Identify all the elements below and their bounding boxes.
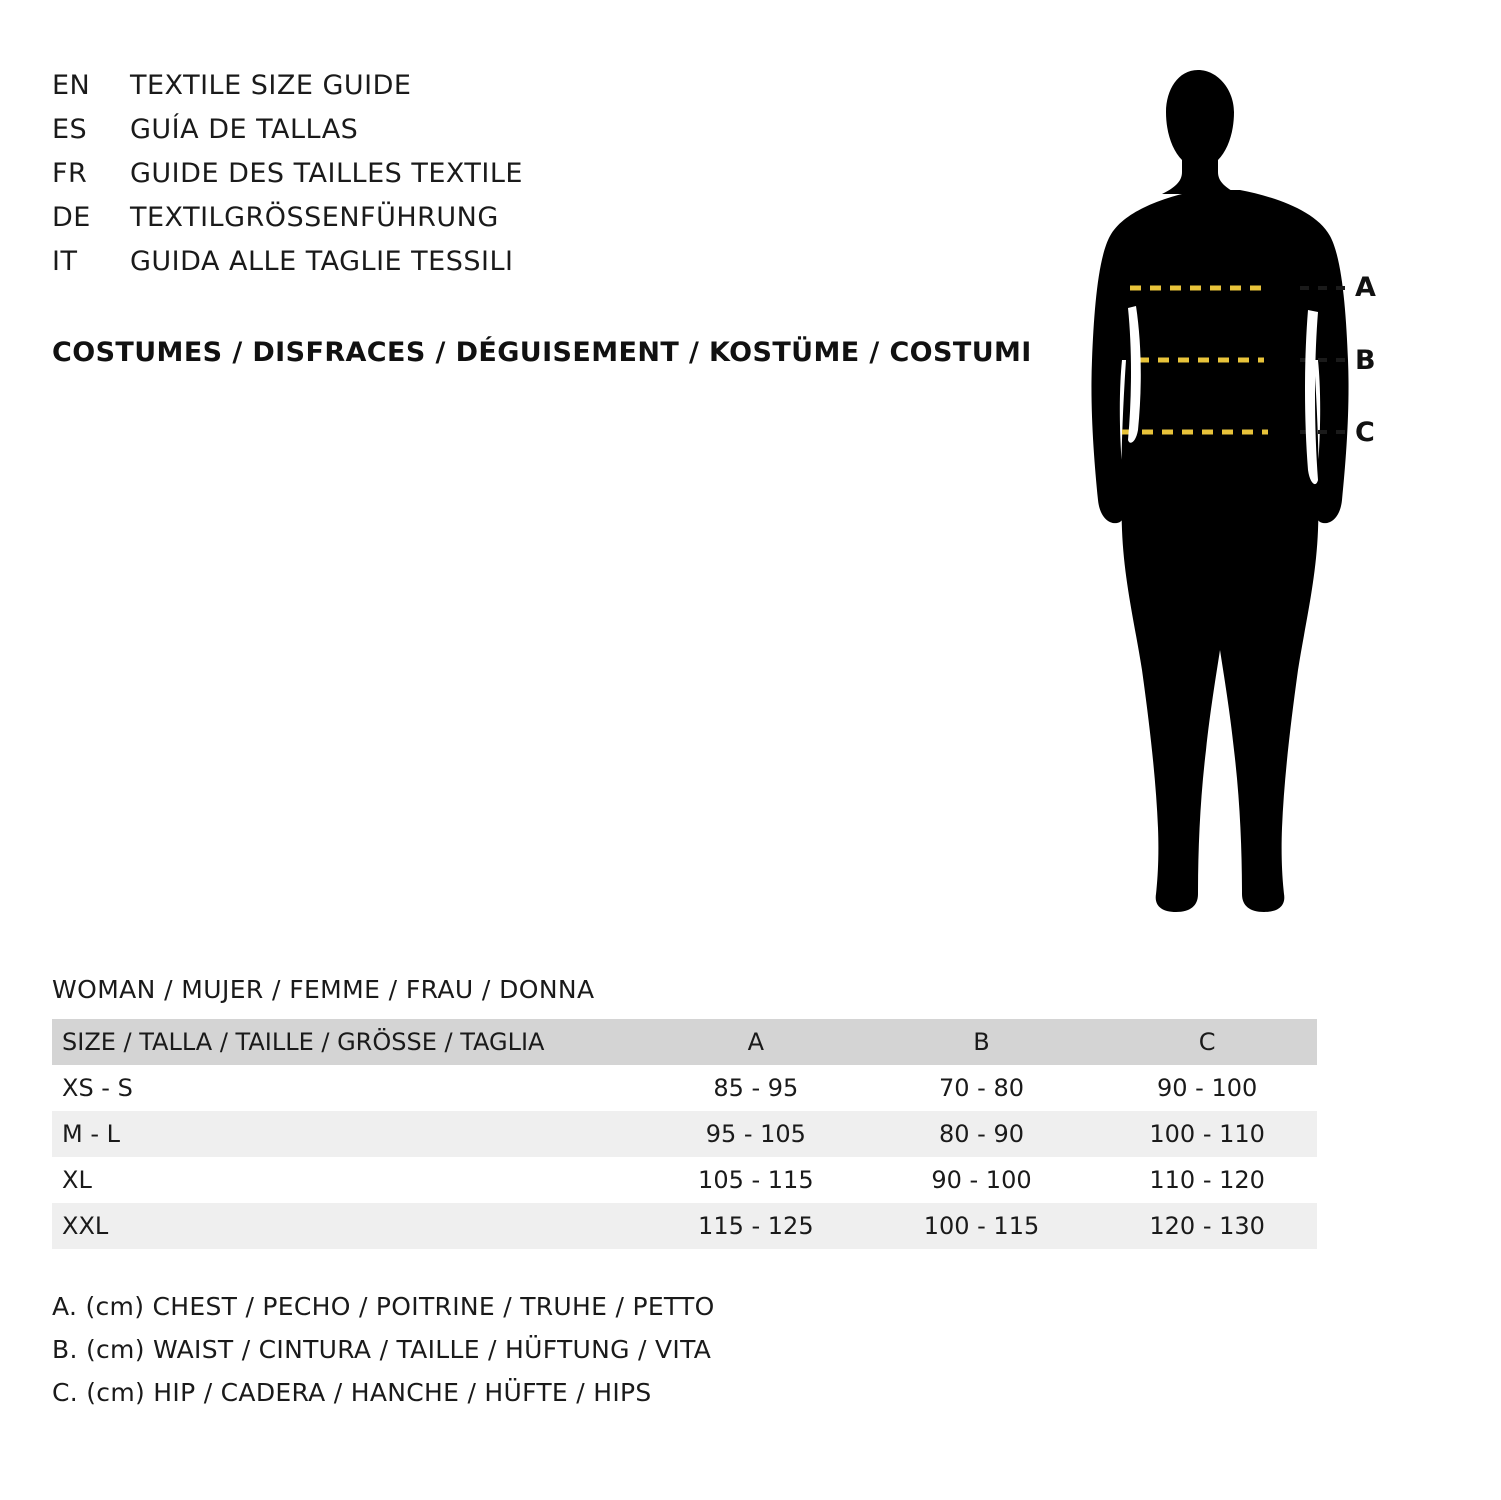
measure-label-b: B bbox=[1355, 345, 1376, 376]
cell-a: 115 - 125 bbox=[640, 1203, 866, 1249]
legend-line-b: B. (cm) WAIST / CINTURA / TAILLE / HÜFTUNG / VITA bbox=[52, 1335, 712, 1364]
cell-c: 110 - 120 bbox=[1091, 1157, 1317, 1203]
table-header-row bbox=[52, 1019, 1317, 1065]
language-text-it: GUIDA ALLE TAGLIE TESSILI bbox=[130, 246, 514, 277]
cell-size: XS - S bbox=[52, 1065, 640, 1111]
size-table-block bbox=[52, 975, 1372, 1249]
table-row bbox=[52, 1065, 1317, 1111]
cell-size: M - L bbox=[52, 1111, 640, 1157]
language-row-de bbox=[52, 202, 1002, 246]
table-row bbox=[52, 1203, 1317, 1249]
language-text-es: GUÍA DE TALLAS bbox=[130, 114, 359, 145]
woman-silhouette-icon bbox=[1050, 60, 1470, 940]
cell-a: 95 - 105 bbox=[640, 1111, 866, 1157]
cell-c: 90 - 100 bbox=[1091, 1065, 1317, 1111]
table-header-size: SIZE / TALLA / TAILLE / GRÖSSE / TAGLIA bbox=[52, 1019, 640, 1065]
language-code-fr: FR bbox=[52, 158, 88, 189]
language-text-en: TEXTILE SIZE GUIDE bbox=[130, 70, 412, 101]
language-code-de: DE bbox=[52, 202, 91, 233]
size-table bbox=[52, 1019, 1317, 1249]
cell-size: XL bbox=[52, 1157, 640, 1203]
language-text-fr: GUIDE DES TAILLES TEXTILE bbox=[130, 158, 523, 189]
language-list bbox=[52, 70, 1002, 290]
language-code-es: ES bbox=[52, 114, 88, 145]
table-row bbox=[52, 1157, 1317, 1203]
category-title: COSTUMES / DISFRACES / DÉGUISEMENT / KOSTÜME / COSTUMI bbox=[52, 337, 1032, 368]
language-code-en: EN bbox=[52, 70, 91, 101]
cell-b: 80 - 90 bbox=[866, 1111, 1092, 1157]
table-header-b: B bbox=[866, 1019, 1092, 1065]
measure-label-a: A bbox=[1355, 272, 1376, 303]
table-header-a: A bbox=[640, 1019, 866, 1065]
cell-a: 85 - 95 bbox=[640, 1065, 866, 1111]
language-row-fr bbox=[52, 158, 1002, 202]
legend-line-c: C. (cm) HIP / CADERA / HANCHE / HÜFTE / HIPS bbox=[52, 1378, 652, 1407]
cell-c: 100 - 110 bbox=[1091, 1111, 1317, 1157]
language-code-it: IT bbox=[52, 246, 78, 277]
language-text-de: TEXTILGRÖSSENFÜHRUNG bbox=[130, 202, 499, 233]
cell-b: 100 - 115 bbox=[866, 1203, 1092, 1249]
measure-label-c: C bbox=[1355, 417, 1375, 448]
cell-size: XXL bbox=[52, 1203, 640, 1249]
language-row-en bbox=[52, 70, 1002, 114]
table-caption: WOMAN / MUJER / FEMME / FRAU / DONNA bbox=[52, 975, 595, 1004]
cell-a: 105 - 115 bbox=[640, 1157, 866, 1203]
cell-c: 120 - 130 bbox=[1091, 1203, 1317, 1249]
measurement-legend bbox=[52, 1285, 715, 1414]
cell-b: 90 - 100 bbox=[866, 1157, 1092, 1203]
language-row-es bbox=[52, 114, 1002, 158]
cell-b: 70 - 80 bbox=[866, 1065, 1092, 1111]
legend-line-a: A. (cm) CHEST / PECHO / POITRINE / TRUHE / PETTO bbox=[52, 1292, 715, 1321]
table-row bbox=[52, 1111, 1317, 1157]
language-row-it bbox=[52, 246, 1002, 290]
table-header-c: C bbox=[1091, 1019, 1317, 1065]
figure-panel bbox=[1050, 60, 1470, 940]
